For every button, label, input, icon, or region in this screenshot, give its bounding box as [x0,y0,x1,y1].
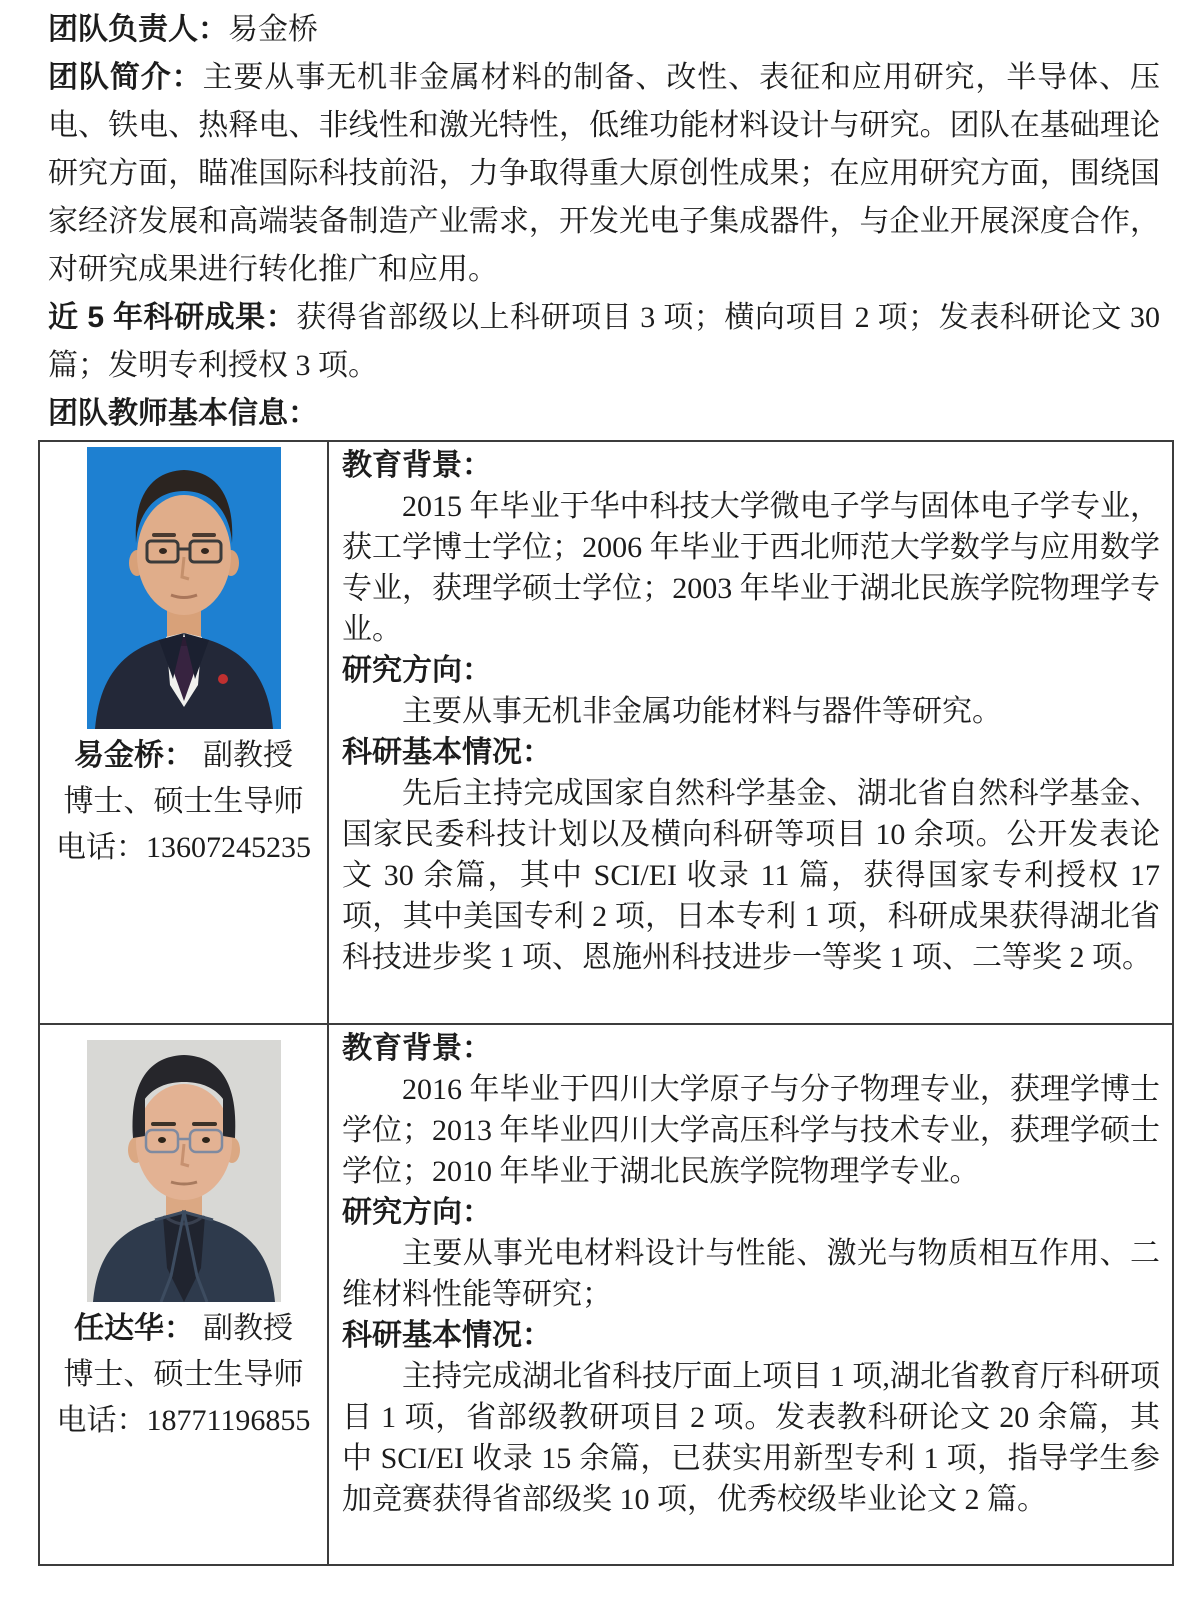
teacher-name-line [40,733,327,779]
team-leader-label: 团队负责人： [48,13,228,46]
section-heading-research-direction: 研究方向： [342,654,492,687]
teacher-title: 副教授 [203,739,293,772]
achievements-text: 获得省部级以上科研项目 3 项；横向项目 2 项；发表科研论文 30 篇；发明专利授权 3 项。 [48,301,1160,382]
phone-label: 电话： [56,1404,147,1437]
teacher-phone-line [40,1398,327,1444]
teacher-1-identity [40,733,327,871]
table-row [39,441,1173,1024]
section-body-education: 2015 年毕业于华中科技大学微电子学与固体电子学专业，获工学博士学位；2006 年毕业于西北师范大学数学与应用数学专业，获理学硕士学位；2003 年毕业于湖北民族学院物理学专业。 [342,490,1160,646]
phone-label: 电话： [56,831,146,864]
teacher-2-info-cell [328,1024,1173,1565]
section-body-research-direction: 主要从事光电材料设计与性能、激光与物质相互作用、二维材料性能等研究； [342,1237,1160,1311]
teachers-table-heading: 团队教师基本信息： [48,397,318,430]
section-heading-education: 教育背景： [342,1032,492,1065]
section-heading-education: 教育背景： [342,449,492,482]
section-heading-research-direction: 研究方向： [342,1196,492,1229]
section-body-research-direction: 主要从事无机非金属功能材料与器件等研究。 [402,695,1002,728]
team-leader-name: 易金桥 [228,13,318,46]
teacher-2-photo-cell [39,1024,328,1565]
table-row [39,1024,1173,1565]
team-intro-label: 团队简介： [48,61,203,94]
section-body-research-overview: 先后主持完成国家自然科学基金、湖北省自然科学基金、国家民委科技计划以及横向科研等项目 10 余项。公开发表论文 30 余篇，其中 SCI/EI 收录 11 篇，获得国家专利授权 17 项，其中美国专利 2 项，日本专利 1 项，科研成果获得湖北省科技进步奖 1 项、恩施州科技进步一等奖 1 项、二等奖 2 项。 [342,777,1160,974]
teacher-qualification: 博士、硕士生导师 [63,785,304,818]
phone-number: 18771196855 [146,1404,311,1437]
team-intro-text: 主要从事无机非金属材料的制备、改性、表征和应用研究，半导体、压电、铁电、热释电、非线性和激光特性，低维功能材料设计与研究。团队在基础理论研究方面，瞄准国际科技前沿，力争取得重大原创性成果；在应用研究方面，围绕国家经济发展和高端装备制造产业需求，开发光电子集成器件，与企业开展深度合作，对研究成果进行转化推广和应用。 [48,61,1161,286]
achievements-label: 近 5 年科研成果： [48,301,297,334]
section-heading-research-overview: 科研基本情况： [342,1319,552,1352]
section-heading-research-overview: 科研基本情况： [342,736,552,769]
teachers-table [38,440,1174,1566]
teacher-phone-line [40,825,327,871]
phone-number: 13607245235 [146,831,311,864]
teacher-title: 副教授 [203,1312,293,1345]
teacher-name-line [40,1306,327,1352]
achievements-paragraph [48,294,1160,390]
section-body-research-overview: 主持完成湖北省科技厅面上项目 1 项,湖北省教育厅科研项目 1 项，省部级教研项目 2 项。发表教科研论文 20 余篇，其中 SCI/EI 收录 15 余篇，已获实用新型专利 1 项，指导学生参加竞赛获得省部级奖 10 项，优秀校级毕业论文 2 篇。 [342,1360,1160,1516]
teacher-1-photo-cell [39,441,328,1024]
team-leader-line [48,6,1160,54]
teacher-qualification: 博士、硕士生导师 [63,1358,304,1391]
teacher-name: 易金桥： [74,739,194,772]
team-intro-paragraph [48,54,1160,294]
male-portrait-gray-background-icon [87,1040,281,1302]
male-portrait-blue-background-icon [87,447,281,729]
section-body-education: 2016 年毕业于四川大学原子与分子物理专业，获理学博士学位；2013 年毕业四川大学高压科学与技术专业，获理学硕士学位；2010 年毕业于湖北民族学院物理学专业。 [342,1073,1160,1188]
teacher-name: 任达华： [74,1312,194,1345]
teacher-2-identity [40,1306,327,1444]
teacher-1-info-cell [328,441,1173,1024]
